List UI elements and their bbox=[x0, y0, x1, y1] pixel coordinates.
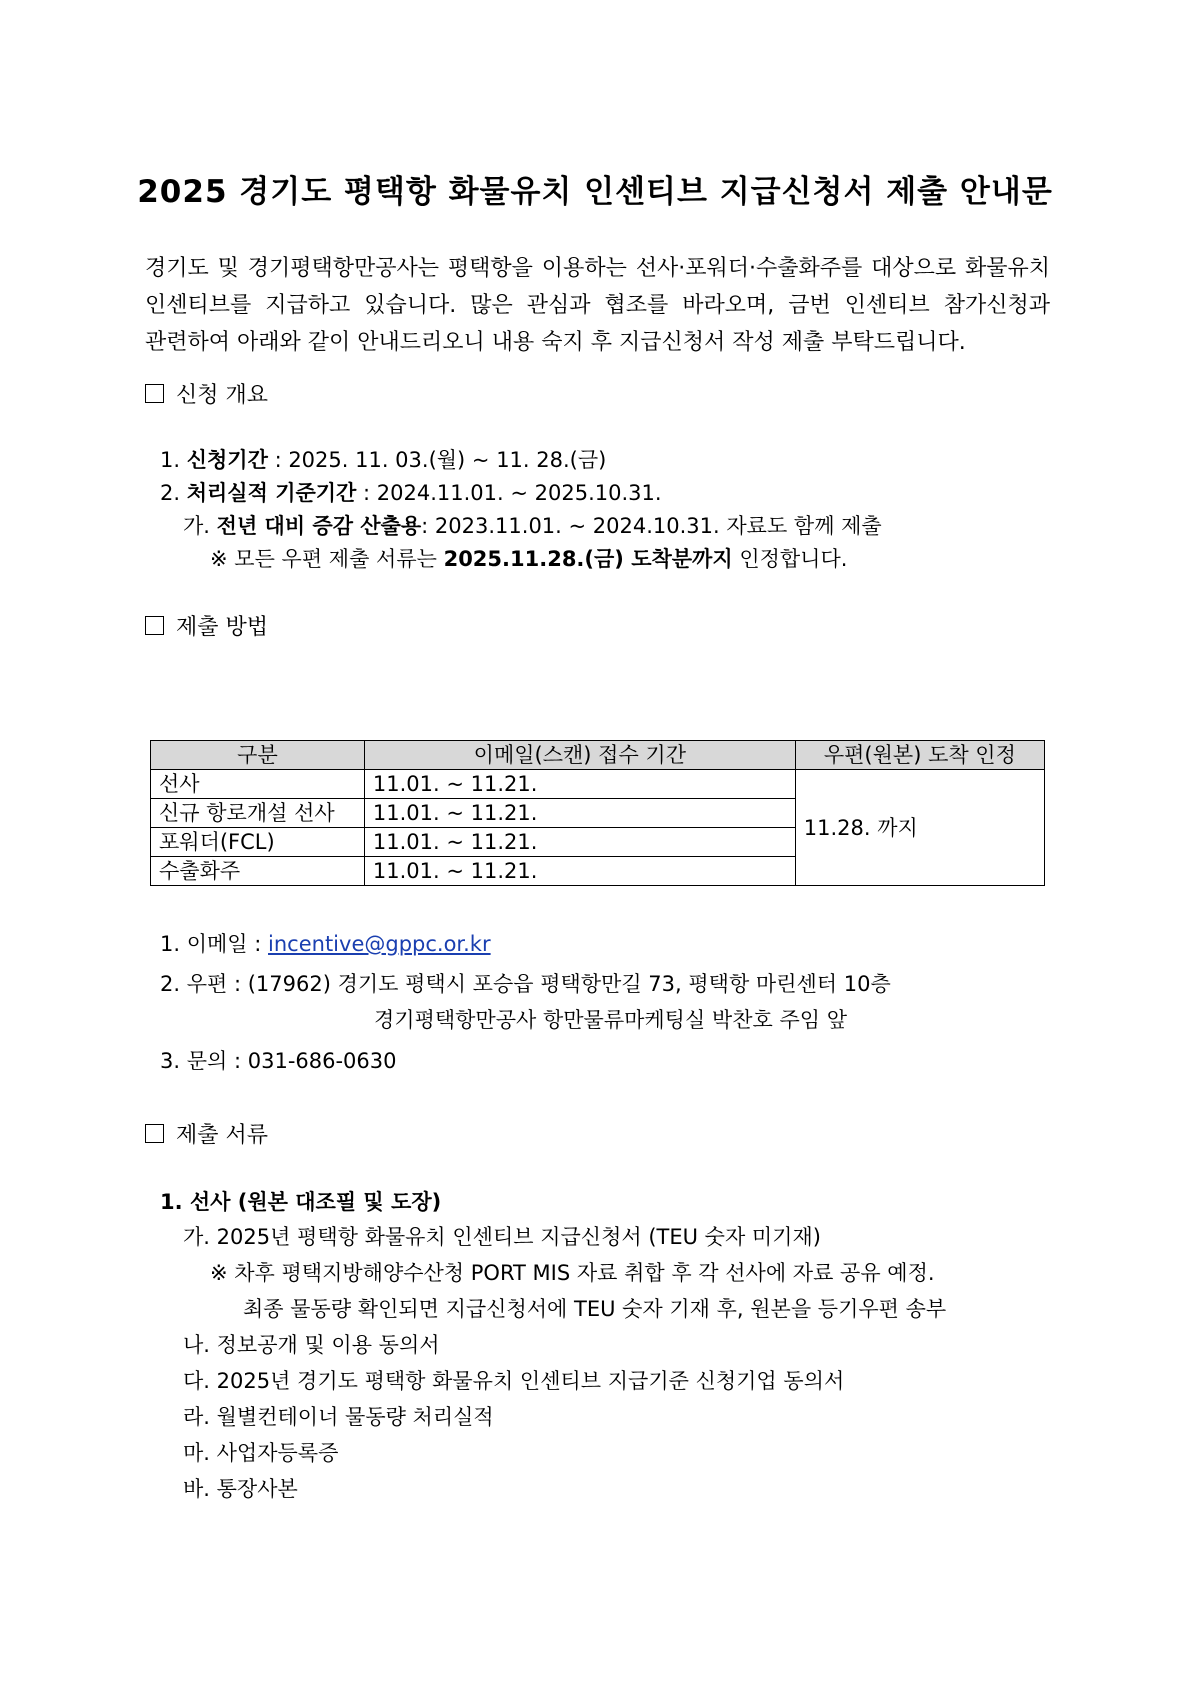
document-note: ※ 차후 평택지방해양수산청 PORT MIS 자료 취합 후 각 선사에 자료 공유 예정. bbox=[210, 1261, 935, 1285]
item-number: 3. bbox=[160, 1049, 181, 1073]
overview-subitem-comparison bbox=[183, 510, 882, 542]
document-item: 다. 2025년 경기도 평택항 화물유치 인센티브 지급기준 신청기업 동의서 bbox=[183, 1369, 845, 1393]
section-heading-text: 제출 서류 bbox=[176, 1123, 269, 1148]
document-item: 나. 정보공개 및 이용 동의서 bbox=[183, 1333, 440, 1357]
row-category: 선사 bbox=[151, 770, 365, 799]
submission-schedule-table bbox=[150, 740, 1045, 886]
row-email-period: 11.01. ~ 11.21. bbox=[364, 857, 795, 886]
table-row bbox=[151, 770, 1045, 799]
row-email-period: 11.01. ~ 11.21. bbox=[364, 828, 795, 857]
intro-paragraph bbox=[145, 250, 1050, 361]
item-number: 가. bbox=[183, 514, 210, 538]
document-item: 라. 월별컨테이너 물동량 처리실적 bbox=[183, 1405, 494, 1429]
overview-item-period bbox=[160, 444, 606, 476]
checkbox-square-icon bbox=[145, 384, 164, 403]
item-value: : 2025. 11. 03.(월) ~ 11. 28.(금) bbox=[267, 448, 607, 472]
documents-group-title: 1. 선사 (원본 대조필 및 도장) bbox=[160, 1190, 442, 1214]
section-heading-text: 제출 방법 bbox=[176, 615, 269, 640]
intro-line: 경기도 및 경기평택항만공사는 평택항을 이용하는 선사·포워더·수출화주를 대상으로 화물유치 bbox=[145, 256, 1050, 281]
section-heading-documents bbox=[145, 1118, 268, 1149]
item-label: 신청기간 bbox=[186, 448, 268, 472]
document-item: 가. 2025년 평택항 화물유치 인센티브 지급신청서 (TEU 숫자 미기재) bbox=[183, 1225, 821, 1249]
document-item: 마. 사업자등록증 bbox=[183, 1441, 339, 1465]
item-number: 2. bbox=[160, 481, 181, 505]
intro-line: 인센티브를 지급하고 있습니다. 많은 관심과 협조를 바라오며, 금번 인센티브 참가신청과 bbox=[145, 293, 1050, 318]
row-category: 신규 항로개설 선사 bbox=[151, 799, 365, 828]
section-heading-text: 신청 개요 bbox=[176, 383, 269, 408]
checkbox-square-icon bbox=[145, 616, 164, 635]
note-mark: ※ bbox=[210, 547, 228, 571]
note-text: 인정합니다. bbox=[732, 547, 848, 571]
overview-item-basis-period bbox=[160, 477, 662, 509]
contact-text: 문의 : 031-686-0630 bbox=[186, 1049, 397, 1073]
item-label: 이메일 : bbox=[186, 932, 269, 956]
item-label: 전년 대비 증감 산출용 bbox=[216, 514, 422, 538]
method-post bbox=[160, 968, 891, 1000]
note-deadline: 2025.11.28.(금) 도착분까지 bbox=[443, 547, 733, 571]
row-email-period: 11.01. ~ 11.21. bbox=[364, 770, 795, 799]
row-category: 수출화주 bbox=[151, 857, 365, 886]
item-value: : 2024.11.01. ~ 2025.10.31. bbox=[356, 481, 662, 505]
document-item: 바. 통장사본 bbox=[183, 1477, 298, 1501]
row-email-period: 11.01. ~ 11.21. bbox=[364, 799, 795, 828]
item-number: 2. bbox=[160, 972, 181, 996]
post-address: 우편 : (17962) 경기도 평택시 포승읍 평택항만길 73, 평택항 마린센터 10층 bbox=[186, 972, 891, 996]
section-heading-method bbox=[145, 610, 268, 641]
email-link[interactable]: incentive@gppc.or.kr bbox=[268, 932, 491, 956]
document-note: 최종 물동량 확인되면 지급신청서에 TEU 숫자 기재 후, 원본을 등기우편 송부 bbox=[243, 1297, 947, 1321]
row-category: 포워더(FCL) bbox=[151, 828, 365, 857]
item-value: : 2023.11.01. ~ 2024.10.31. 자료도 함께 제출 bbox=[421, 514, 882, 538]
table-header: 구분 bbox=[151, 741, 365, 770]
document-title: 2025 경기도 평택항 화물유치 인센티브 지급신청서 제출 안내문 bbox=[137, 174, 1053, 210]
section-heading-overview bbox=[145, 378, 268, 409]
table-header: 우편(원본) 도착 인정 bbox=[795, 741, 1044, 770]
method-post-recipient: 경기평택항만공사 항만물류마케팅실 박찬호 주임 앞 bbox=[374, 1008, 847, 1032]
item-number: 1. bbox=[160, 448, 181, 472]
table-header-row bbox=[151, 741, 1045, 770]
method-contact bbox=[160, 1045, 397, 1077]
post-deadline-cell: 11.28. 까지 bbox=[795, 770, 1044, 886]
item-label: 처리실적 기준기간 bbox=[186, 481, 357, 505]
intro-line: 관련하여 아래와 같이 안내드리오니 내용 숙지 후 지급신청서 작성 제출 부탁드립니다. bbox=[145, 330, 966, 355]
checkbox-square-icon bbox=[145, 1124, 164, 1143]
note-text: 모든 우편 제출 서류는 bbox=[234, 547, 444, 571]
item-number: 1. bbox=[160, 932, 181, 956]
overview-note bbox=[210, 543, 847, 575]
table-header: 이메일(스캔) 접수 기간 bbox=[364, 741, 795, 770]
method-email bbox=[160, 928, 491, 960]
